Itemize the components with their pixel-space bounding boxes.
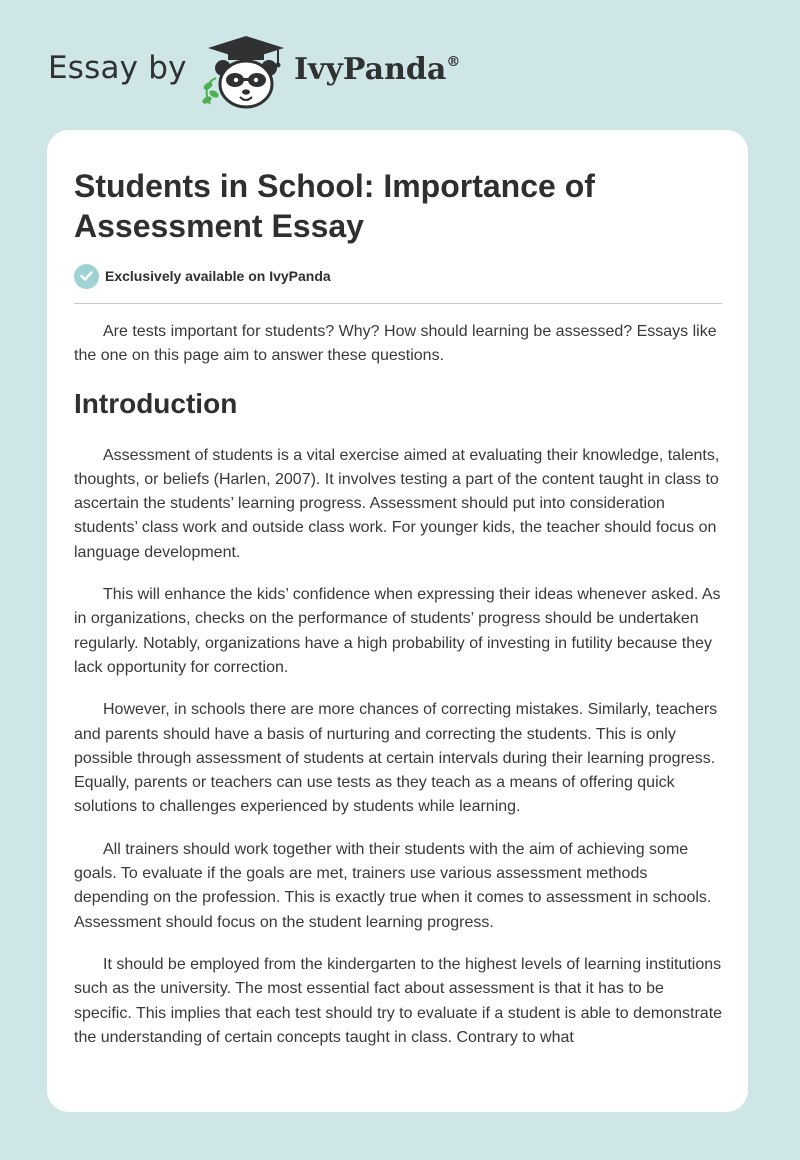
ivypanda-logo-icon[interactable] (198, 34, 294, 110)
section-heading: Introduction (74, 387, 238, 419)
exclusive-badge (74, 263, 331, 289)
brand-name[interactable]: IvyPanda® (294, 52, 461, 87)
essay-body (74, 320, 724, 1068)
paragraph: However, in schools there are more chances of correcting mistakes. Similarly, teachers and parents should have a basis of nurturing and correcting the students. This is only possible through assessment of students at certain intervals during their learning progress. Equally, parents or teachers can use tests as they teach as a means of offering quick solutions to challenges experienced by students while learning. (74, 701, 718, 816)
exclusive-label: Exclusively available on IvyPanda (105, 268, 331, 284)
intro-paragraph: Are tests important for students? Why? How should learning be assessed? Essays like the one on this page aim to answer these questions. (74, 323, 717, 365)
divider (74, 303, 722, 304)
paragraph: It should be employed from the kindergarten to the highest levels of learning institutions such as the university. The most essential fact about assessment is that it has to be specific. This implies that each test should try to evaluate if a student is able to demonstrate the understanding of certain concepts taught in class. Contrary to what (74, 955, 723, 1046)
essay-by-label: Essay by (48, 50, 187, 86)
essay-card (47, 130, 748, 1112)
paragraph: Assessment of students is a vital exercise aimed at evaluating their knowledge, talents, thoughts, or beliefs (Harlen, 2007). It involves testing a part of the content taught in class to ascertain the students’ learning progress. Assessment should put into consideration students’ class work and outside class work. For younger kids, the teacher should focus on language development. (74, 446, 720, 561)
site-header (48, 30, 548, 110)
essay-title: Students in School: Importance of Assessment Essay (74, 168, 595, 244)
paragraph: This will enhance the kids’ confidence when expressing their ideas whenever asked. As in organizations, checks on the performance of students’ progress should be undertaken regularly. Notably, organizations have a high probability of investing in futility because they lack opportunity for correction. (74, 586, 721, 676)
registered-mark: ® (446, 54, 461, 70)
checkmark-icon (74, 264, 99, 289)
paragraph: All trainers should work together with their students with the aim of achieving some goals. To evaluate if the goals are met, trainers use various assessment methods depending on the profession. This is exactly true when it comes to assessment in schools. Assessment should focus on the student learning progress. (74, 840, 712, 931)
